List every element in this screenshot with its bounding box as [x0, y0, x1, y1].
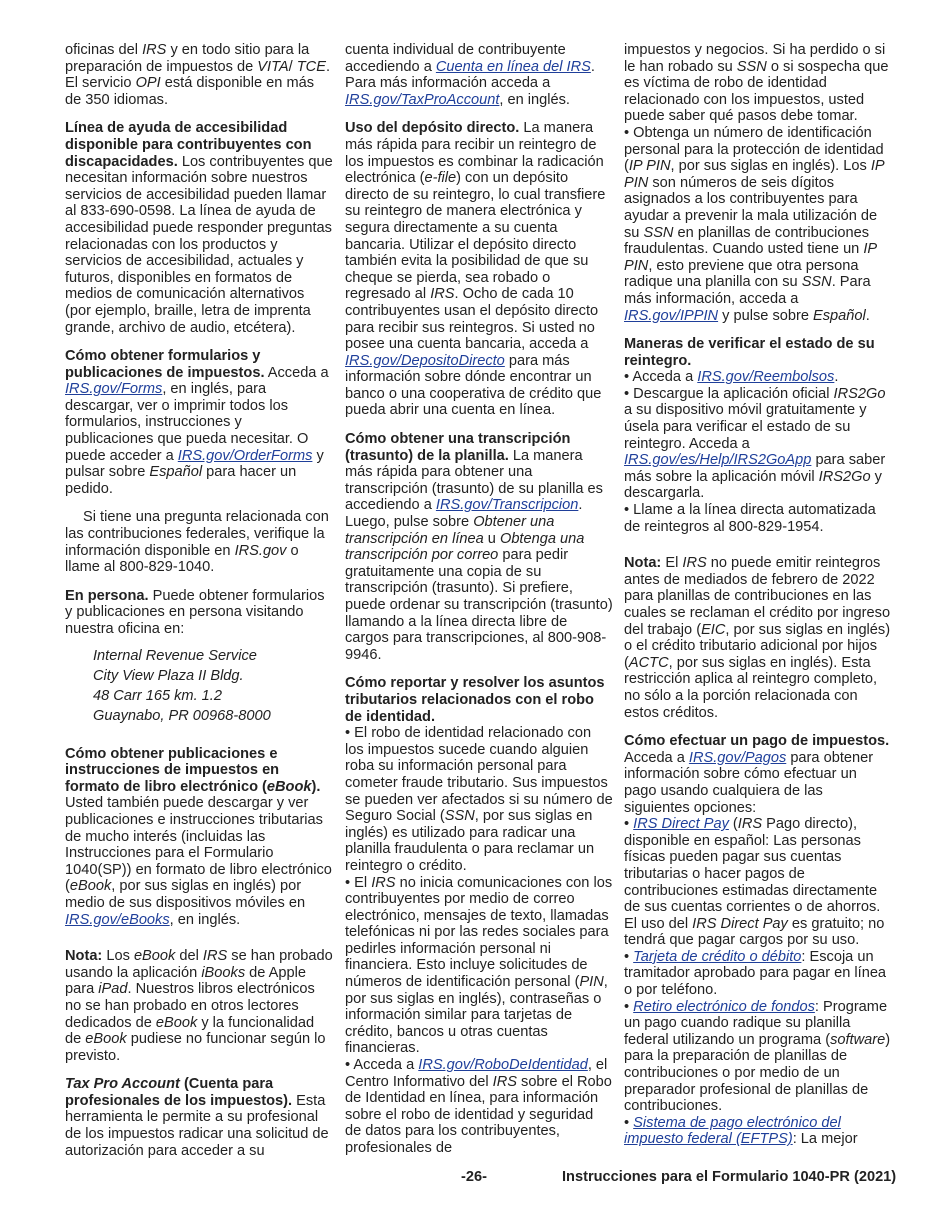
paragraph: Cómo obtener formularios y publicaciones de impuestos. Acceda a IRS.gov/Forms, en inglés, para descargar, ver o imprimir todos los formularios, instrucciones y publicaciones que pueda necesitar. O puede acceder a IRS.gov/OrderForms y pulsar sobre Español para hacer un pedido. [65, 348, 329, 497]
section-heading: Uso del depósito directo. [345, 120, 520, 137]
bullet-item: • Acceda a IRS.gov/RoboDeIdentidad, el Centro Informativo del IRS sobre el Robo de Identidad en línea, para información sobre el robo de identidad y seguridad de datos para los contribuyentes, profesionales de [345, 1057, 612, 1156]
paragraph: Si tiene una pregunta relacionada con las contribuciones federales, verifique la información disponible en IRS.gov o llame al 800-829-1040. [65, 509, 329, 576]
bullet-item: • IRS Direct Pay (IRS Pago directo), disponible en español: Las personas físicas pueden pagar sus cuentas tributarias o hacer pagos de contribuciones estimadas directamente de sus cuentas corrientes o de ahorros. El uso del IRS Direct Pay es gratuito; no tendrá que pagar cargos por su uso. [624, 816, 885, 949]
note-label: Nota: [624, 555, 662, 572]
paragraph: Nota: Los eBook del IRS se han probado usando la aplicación iBooks de Apple para iPad. Nuestros libros electrónicos no se han probado en otros lectores dedicados de eBook y la funcionalidad de eBook pudiese no funcionar según lo previsto. [65, 948, 333, 1064]
section-heading: Maneras de verificar el estado de su reintegro. [624, 336, 875, 369]
office-address: Internal Revenue Service City View Plaza II Bldg. 48 Carr 165 km. 1.2 Guaynabo, PR 00968-8000 [93, 647, 271, 724]
link-irs-ebooks[interactable]: IRS.gov/eBooks [65, 911, 170, 928]
link-robo-de-identidad[interactable]: IRS.gov/RoboDeIdentidad [418, 1057, 588, 1074]
link-transcripcion[interactable]: IRS.gov/Transcripcion [435, 497, 579, 514]
paragraph: impuestos y negocios. Si ha perdido o si le han robado su SSN o si sospecha que es víctima de robo de identidad relacionado con los impuestos, usted puede saber qué pasos debe tomar. [624, 42, 889, 125]
paragraph: Cómo obtener publicaciones e instrucciones de impuestos en formato de libro electrónico (eBook). Usted también puede descargar y ver publicaciones e instrucciones tributarias de mucho interés (incluidas las Instrucciones para el Formulario 1040(SP)) en formato de libro electrónico (eBook, por sus siglas en inglés) por medio de sus dispositivos móviles en IRS.gov/eBooks, en inglés. [65, 745, 332, 928]
link-irs-orderforms[interactable]: IRS.gov/OrderForms [177, 447, 313, 464]
section-heading: Cómo efectuar un pago de impuestos. [624, 733, 890, 750]
column-3 [624, 42, 892, 1148]
paragraph: Línea de ayuda de accesibilidad disponible para contribuyentes con discapacidades. Los contribuyentes que necesitan información sobre nuestros servicios de accesibilidad pueden llamar al 833-690-0598. La línea de ayuda de accesibilidad puede responder preguntas relacionadas con los productos y servicios de accesibilidad, actuales y futuros, disponibles en formatos de medios de comunicación alternativos (por ejemplo, braille, letra de imprenta grande, archivo de audio, etcétera). [65, 120, 333, 336]
paragraph: Cómo obtener una transcripción (trasunto) de la planilla. La manera más rápida para obtener una transcripción (trasunto) de su planilla es accediendo a IRS.gov/Transcripcion. Luego, pulse sobre Obtener una transcripción en línea u Obtenga una transcripción por correo para pedir gratuitamente una copia de su transcripción (trasunto). Si prefiere, puede ordenar su transcripción (trasunto) llamando a la línea directa libre de cargos para transcripciones, al 800-908-9946. [345, 431, 613, 663]
section-heading: Cómo reportar y resolver los asuntos tributarios relacionados con el robo de identidad. [345, 675, 605, 725]
paragraph: cuenta individual de contribuyente accediendo a Cuenta en línea del IRS. Para más información acceda a IRS.gov/TaxProAccount, en inglés. [345, 42, 595, 108]
bullet-item: • Tarjeta de crédito o débito: Escoja un tramitador aprobado para pagar en línea o por teléfono. [624, 948, 887, 999]
link-eftps[interactable]: Sistema de pago electrónico del impuesto federal (EFTPS) [624, 1114, 841, 1148]
bullet-item: • Sistema de pago electrónico del impuesto federal (EFTPS): La mejor [624, 1114, 858, 1148]
link-taxproaccount[interactable]: IRS.gov/TaxProAccount [345, 91, 500, 108]
link-pagos[interactable]: IRS.gov/Pagos [688, 749, 787, 766]
paragraph: Tax Pro Account (Cuenta para profesionales de los impuestos). Esta herramienta le permite a su profesional de los impuestos radicar una solicitud de autorización para acceder a su [65, 1076, 329, 1159]
bullet-item: • Obtenga un número de identificación personal para la protección de identidad (IP PIN, por sus siglas en inglés). Los IP PIN son números de seis dígitos asignados a los contribuyentes para ayudar a prevenir la mala utilización de su SSN en planillas de contribuciones fraudulentas. Cuando usted tiene un IP PIN, esto previene que otra persona radique una planilla con su SSN. Para más información, acceda a IRS.gov/IPPIN y pulse sobre Español. [624, 124, 885, 324]
section-heading: Cómo obtener publicaciones e instrucciones de impuestos en formato de libro electrónico (eBook). [65, 745, 321, 795]
bullet-item: • Retiro electrónico de fondos: Programe un pago cuando radique su planilla federal utilizando un programa (software) para la preparación de planillas de contribuciones o por medio de un preparador profesional de planillas de contribuciones. [624, 998, 891, 1115]
link-cuenta-en-linea[interactable]: Cuenta en línea del IRS [435, 58, 591, 75]
column-2 [345, 42, 613, 1157]
page-number: -26- [461, 1169, 487, 1185]
note-label: Nota: [65, 948, 103, 965]
link-irs-direct-pay[interactable]: IRS Direct Pay [633, 816, 729, 833]
paragraph [345, 675, 613, 725]
paragraph: Uso del depósito directo. La manera más rápida para recibir un reintegro de los impuestos es combinar la radicación electrónica (e-file) con un depósito directo de su reintegro, lo cual transfiere su reintegro de manera electrónica y segura directamente a su cuenta bancaria. Utilizar el depósito directo también evita la posibilidad de que su cheque se pierda, sea robado o regresado al IRS. Ocho de cada 10 contribuyentes usan el depósito directo para recibir sus reintegros. Si usted no posee una cuenta bancaria, acceda a IRS.gov/DepositoDirecto para más información sobre dónde encontrar un banco o una cooperativa de crédito que pueda abrir una cuenta en línea. [345, 120, 606, 419]
link-reembolsos[interactable]: IRS.gov/Reembolsos [697, 369, 835, 386]
link-irs2go[interactable]: IRS.gov/es/Help/IRS2GoApp [624, 452, 812, 469]
bullet-item: • El IRS no inicia comunicaciones con los contribuyentes por medio de correo electrónico, mensajes de texto, llamadas telefónicas ni por las redes sociales para pedirles información personal ni financiera. Esto incluye solicitudes de números de identificación personal (PIN, por sus siglas en inglés), contraseñas o información similar para tarjetas de crédito, bancos u otras cuentas financieras. [345, 874, 613, 1057]
paragraph: Cómo efectuar un pago de impuestos. Acceda a IRS.gov/Pagos para obtener información sobre cómo efectuar un pago usando cualquiera de las siguientes opciones: [624, 733, 890, 816]
section-heading: Cómo obtener una transcripción (trasunto) de la planilla. [345, 431, 571, 464]
paragraph [624, 336, 892, 369]
section-heading: En persona. [65, 587, 149, 604]
bullet-item: • Llame a la línea directa automatizada de reintegros al 800-829-1954. [624, 502, 876, 535]
bullet-item: • Descargue la aplicación oficial IRS2Go a su dispositivo móvil gratuitamente y úsela para verificar el estado de su reintegro. Acceda a IRS.gov/es/Help/IRS2GoApp para saber más sobre la aplicación móvil IRS2Go y descargarla. [624, 385, 886, 502]
bullet-item: • Acceda a IRS.gov/Reembolsos. [624, 369, 839, 386]
paragraph: Nota: El IRS no puede emitir reintegros antes de mediados de febrero de 2022 para planillas de contribuciones en las cuales se reclaman el crédito por ingreso del trabajo (EIC, por sus siglas en inglés) o el crédito tributario adicional por hijos (ACTC, por sus siglas en inglés). Esta restricción aplica al reintegro completo, no sólo a la porción relacionada con estos créditos. [624, 555, 891, 721]
section-heading: Cómo obtener formularios y publicaciones de impuestos. [65, 348, 265, 381]
link-retiro-electronico[interactable]: Retiro electrónico de fondos [633, 998, 815, 1015]
column-1 [65, 42, 333, 1171]
link-tarjeta-credito[interactable]: Tarjeta de crédito o débito [633, 948, 802, 965]
section-heading: Tax Pro Account (Cuenta para profesionales de los impuestos). [65, 1076, 293, 1109]
link-deposito-directo[interactable]: IRS.gov/DepositoDirecto [345, 352, 505, 369]
section-heading: Línea de ayuda de accesibilidad disponible para contribuyentes con discapacidades. [65, 120, 312, 170]
paragraph: En persona. Puede obtener formularios y publicaciones en persona visitando nuestra oficina en: [65, 587, 325, 637]
link-irs-forms[interactable]: IRS.gov/Forms [65, 381, 163, 398]
form-title: Instrucciones para el Formulario 1040-PR (2021) [562, 1169, 897, 1185]
bullet-item: • El robo de identidad relacionado con los impuestos sucede cuando alguien roba su información personal para cometer fraude tributario. Sus impuestos se pueden ver afectados si su número de Seguro Social (SSN, por sus siglas en inglés) es utilizado para radicar una planilla fraudulenta o para reclamar un reintegro o crédito. [345, 725, 613, 874]
link-ippin[interactable]: IRS.gov/IPPIN [624, 307, 719, 324]
paragraph: oficinas del IRS y en todo sitio para la preparación de impuestos de VITA/ TCE. El servicio OPI está disponible en más de 350 idiomas. [65, 42, 330, 108]
